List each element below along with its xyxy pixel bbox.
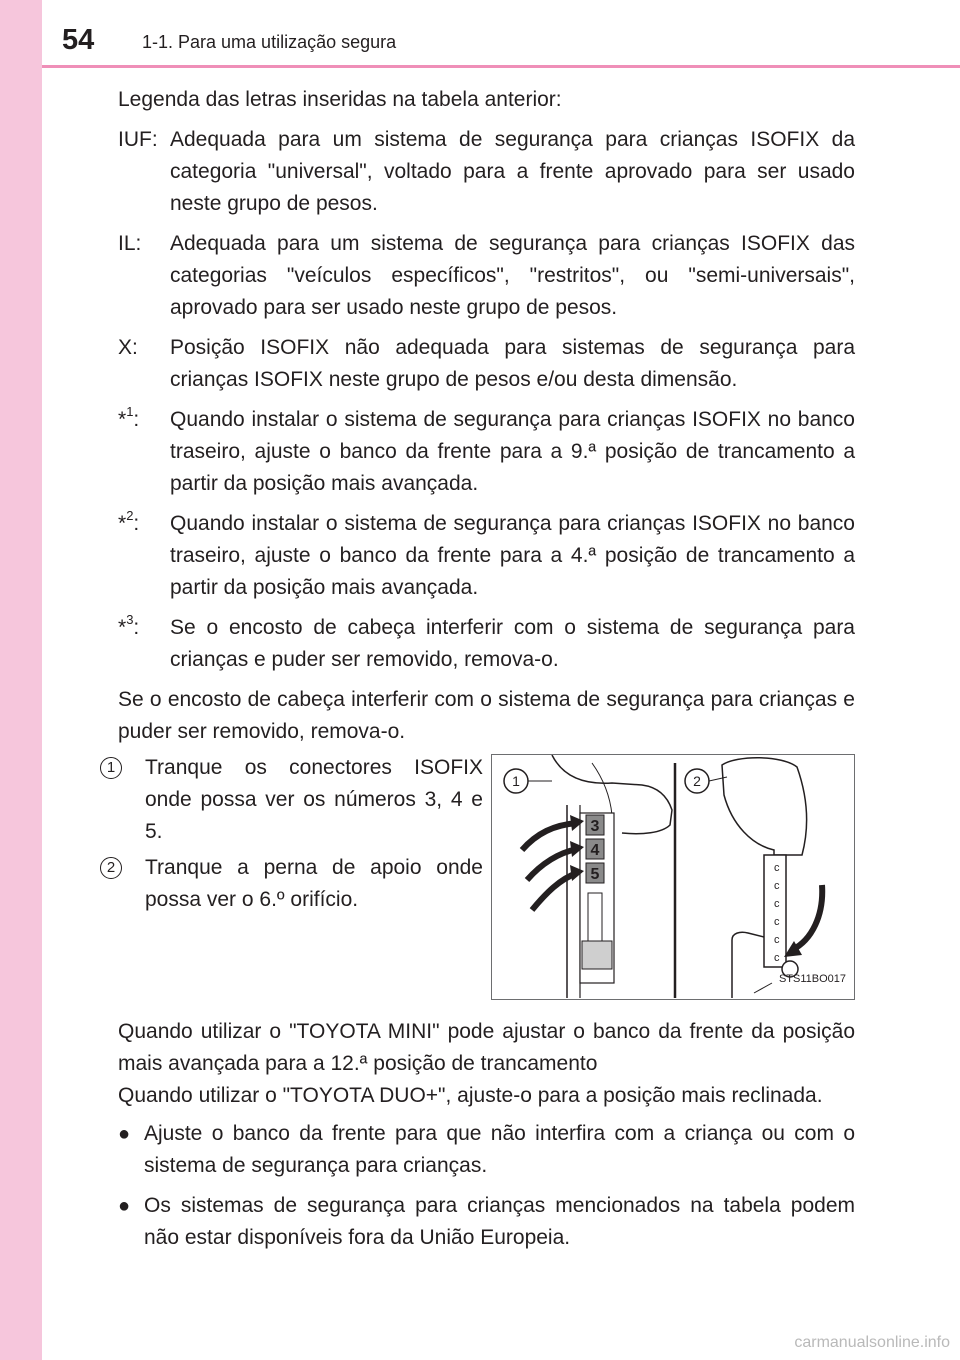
footnote-text: Quando instalar o sistema de segurança para crianças ISOFIX no banco traseiro, ajuste o banco da frente para a 4.ª posição de trancamento a partir da posição mais avançada. xyxy=(170,512,855,599)
isofix-illustration xyxy=(491,754,855,1000)
footnote-2 xyxy=(118,508,855,604)
page-side-band xyxy=(0,0,42,1360)
step-number-badge: 1 xyxy=(100,757,122,779)
figure-code: STS11BO017 xyxy=(778,973,846,985)
footnote-text: Se o encosto de cabeça interferir com o sistema de segurança para crianças e puder ser removido, remova-o. xyxy=(170,616,855,671)
marking-5: 5 xyxy=(590,866,600,883)
definition-il xyxy=(118,228,855,324)
page-number: 54 xyxy=(62,24,95,56)
definition-text: Adequada para um sistema de segurança para crianças ISOFIX das categorias "veículos específicos", "restritos", ou "semi-universais", aprovado para ser usado neste grupo de pesos. xyxy=(170,232,855,319)
definition-iuf xyxy=(118,124,855,220)
footnote-text: Quando instalar o sistema de segurança para crianças ISOFIX no banco traseiro, ajuste o banco da frente para a 9.ª posição de trancamento a partir da posição mais avançada. xyxy=(170,408,855,495)
step-1 xyxy=(106,752,483,848)
installation-steps-row xyxy=(106,752,855,1000)
step-2 xyxy=(106,852,483,916)
legend-intro: Legenda das letras inseridas na tabela anterior: xyxy=(118,88,562,111)
definition-x xyxy=(118,332,855,396)
page-content xyxy=(106,82,855,1262)
definition-text: Posição ISOFIX não adequada para sistemas de segurança para crianças ISOFIX neste grupo de pesos e/ou desta dimensão. xyxy=(170,336,855,391)
section-title: 1-1. Para uma utilização segura xyxy=(142,32,397,52)
footnote-3 xyxy=(118,612,855,676)
installation-steps xyxy=(106,752,483,1000)
header-rule xyxy=(42,65,960,68)
svg-text:c: c xyxy=(774,934,780,946)
bullet-dot-icon: ● xyxy=(118,1123,131,1145)
watermark: carmanualsonline.info xyxy=(794,1334,950,1351)
svg-text:c: c xyxy=(774,898,780,910)
svg-text:c: c xyxy=(774,916,780,928)
footnote-1 xyxy=(118,404,855,500)
svg-text:c: c xyxy=(774,952,780,964)
definition-term: X: xyxy=(118,336,138,359)
toyota-mini-note: Quando utilizar o "TOYOTA MINI" pode ajustar o banco da frente da posição mais avançada para a 12.ª posição de trancamento xyxy=(118,1020,855,1075)
headrest-note: Se o encosto de cabeça interferir com o sistema de segurança para crianças e puder ser removido, remova-o. xyxy=(118,688,855,743)
definition-term: IUF: xyxy=(118,128,158,151)
figure-label-2: 2 xyxy=(693,773,701,789)
footnote-marker: *$^3$: xyxy=(118,612,140,639)
definition-list xyxy=(118,124,855,676)
figure-label-1: 1 xyxy=(512,773,520,789)
footnote-marker: *$^2$: xyxy=(118,508,140,535)
definition-term: IL: xyxy=(118,232,142,255)
step-number-badge: 2 xyxy=(100,857,122,879)
marking-4: 4 xyxy=(590,842,600,859)
isofix-drawing xyxy=(492,755,853,998)
marking-3: 3 xyxy=(590,818,600,835)
svg-text:c: c xyxy=(774,880,780,892)
bullet-item xyxy=(118,1118,855,1182)
bullet-item xyxy=(118,1190,855,1254)
toyota-duo-note: Quando utilizar o "TOYOTA DUO+", ajuste-o para a posição mais reclinada. xyxy=(118,1084,823,1107)
footnote-marker: *$^1$: xyxy=(118,404,140,431)
step-text: Tranque os conectores ISOFIX onde possa ver os números 3, 4 e 5. xyxy=(145,756,483,843)
bullet-dot-icon: ● xyxy=(118,1195,131,1217)
note-bullets xyxy=(118,1118,855,1254)
bullet-text: Ajuste o banco da frente para que não interfira com a criança ou com o sistema de segurança para crianças. xyxy=(144,1122,855,1177)
definition-text: Adequada para um sistema de segurança para crianças ISOFIX da categoria "universal", voltado para a frente aprovado para ser usado neste grupo de pesos. xyxy=(170,128,855,215)
bullet-text: Os sistemas de segurança para crianças mencionados na tabela podem não estar disponíveis fora da União Europeia. xyxy=(144,1194,855,1249)
svg-text:c: c xyxy=(774,862,780,874)
step-text: Tranque a perna de apoio onde possa ver o 6.º orifício. xyxy=(145,856,483,911)
